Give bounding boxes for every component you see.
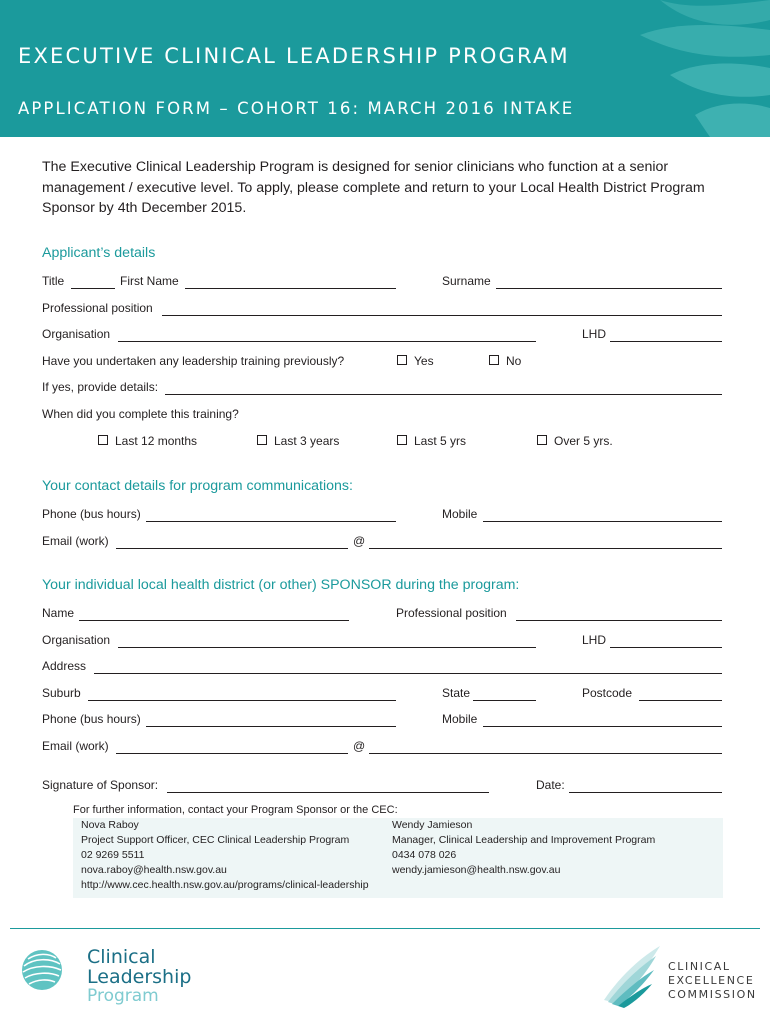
email-label: Email (work) [42, 534, 109, 548]
sponsor-phone-field[interactable] [146, 726, 396, 727]
date-field[interactable] [569, 792, 722, 793]
page-subtitle: APPLICATION FORM – COHORT 16: MARCH 2016 INTAKE [18, 99, 575, 118]
details-field[interactable] [165, 394, 722, 395]
sponsor-address-row [42, 659, 722, 675]
logo-word-clinical: Clinical [87, 946, 156, 968]
email-domain-field[interactable] [369, 548, 722, 549]
applicant-name-row [42, 274, 722, 290]
sponsor-phone-row [42, 712, 722, 728]
applicant-heading: Applicant’s details [42, 245, 156, 261]
contact-left-name: Nova Raboy [81, 819, 139, 831]
contact-phone-row [42, 507, 722, 523]
footer-divider [10, 928, 760, 929]
sponsor-email-user-field[interactable] [116, 753, 348, 754]
details-row [42, 380, 722, 396]
lhd-field[interactable] [610, 341, 722, 342]
contact-info-box [73, 804, 723, 896]
sponsor-suburb-row [42, 686, 722, 702]
sponsor-email-label: Email (work) [42, 739, 109, 753]
last-3-years-checkbox[interactable]: Last 3 years [257, 434, 339, 448]
logo-word-commission: COMMISSION [668, 988, 757, 1001]
logo-word-excellence: EXCELLENCE [668, 974, 755, 987]
postcode-field[interactable] [639, 700, 722, 701]
last-12-months-checkbox[interactable]: Last 12 months [98, 434, 197, 448]
contact-left-url[interactable]: http://www.cec.health.nsw.gov.au/programs/clinical-leadership [81, 879, 369, 891]
mobile-label: Mobile [442, 507, 478, 521]
sponsor-mobile-label: Mobile [442, 712, 478, 726]
page-title: EXECUTIVE CLINICAL LEADERSHIP PROGRAM [18, 44, 570, 68]
sponsor-lhd-field[interactable] [610, 647, 722, 648]
contact-right-phone: 0434 078 026 [392, 849, 457, 861]
sponsor-name-field[interactable] [79, 620, 349, 621]
contact-right-email[interactable]: wendy.jamieson@health.nsw.gov.au [392, 864, 561, 876]
surname-label: Surname [442, 274, 491, 288]
sponsor-at-symbol: @ [353, 739, 366, 753]
sponsor-email-row [42, 739, 722, 755]
globe-icon [20, 948, 64, 992]
sponsor-position-label: Professional position [396, 606, 507, 620]
mobile-field[interactable] [483, 521, 722, 522]
contact-left-role: Project Support Officer, CEC Clinical Leadership Program [81, 834, 350, 846]
phone-label: Phone (bus hours) [42, 507, 141, 521]
header-banner [0, 0, 770, 137]
first-name-field[interactable] [185, 288, 396, 289]
sponsor-name-row [42, 606, 722, 622]
clinical-leadership-program-logo [20, 946, 220, 1008]
clinical-excellence-commission-logo [598, 942, 758, 1012]
when-row [42, 407, 722, 423]
email-user-field[interactable] [116, 548, 348, 549]
postcode-label: Postcode [582, 686, 633, 700]
position-row [42, 301, 722, 317]
surname-field[interactable] [496, 288, 722, 289]
suburb-field[interactable] [88, 700, 396, 701]
no-checkbox[interactable]: No [489, 354, 521, 368]
organisation-label: Organisation [42, 327, 111, 341]
contact-heading: Your contact details for program communications: [42, 478, 353, 494]
sponsor-mobile-field[interactable] [483, 726, 722, 727]
sponsor-name-label: Name [42, 606, 75, 620]
signature-label: Signature of Sponsor: [42, 778, 159, 792]
first-name-label: First Name [120, 274, 179, 288]
leaf-decoration-icon [600, 0, 770, 137]
position-label: Professional position [42, 301, 153, 315]
contact-email-row [42, 534, 722, 550]
suburb-label: Suburb [42, 686, 81, 700]
sponsor-lhd-label: LHD [582, 633, 607, 647]
sponsor-organisation-label: Organisation [42, 633, 111, 647]
yes-checkbox[interactable]: Yes [397, 354, 434, 368]
sponsor-email-domain-field[interactable] [369, 753, 722, 754]
contact-left-email[interactable]: nova.raboy@health.nsw.gov.au [81, 864, 227, 876]
training-question: Have you undertaken any leadership training previously? [42, 354, 345, 368]
contact-right-role: Manager, Clinical Leadership and Improvement Program [392, 834, 656, 846]
sponsor-phone-label: Phone (bus hours) [42, 712, 141, 726]
sponsor-organisation-row [42, 633, 722, 649]
signature-field[interactable] [167, 792, 489, 793]
details-label: If yes, provide details: [42, 380, 159, 394]
signature-row [42, 778, 722, 794]
title-field[interactable] [71, 288, 115, 289]
address-label: Address [42, 659, 87, 673]
lhd-label: LHD [582, 327, 607, 341]
title-label: Title [42, 274, 65, 288]
state-field[interactable] [473, 700, 536, 701]
when-options-row [42, 434, 722, 450]
training-question-row [42, 354, 722, 370]
last-5-yrs-checkbox[interactable]: Last 5 yrs [397, 434, 466, 448]
organisation-field[interactable] [118, 341, 536, 342]
at-symbol: @ [353, 534, 366, 548]
sponsor-organisation-field[interactable] [118, 647, 536, 648]
logo-word-clinical-caps: CLINICAL [668, 960, 731, 973]
intro-paragraph: The Executive Clinical Leadership Program is designed for senior clinicians who function at a senior management / executive level. To apply, please complete and return to your Local Health District Program Sponsor by 4th December 2015. [42, 159, 705, 216]
sponsor-position-field[interactable] [516, 620, 722, 621]
contact-left-phone: 02 9269 5511 [81, 849, 145, 861]
state-label: State [442, 686, 471, 700]
when-label: When did you complete this training? [42, 407, 239, 421]
sponsor-heading: Your individual local health district (or other) SPONSOR during the program: [42, 577, 520, 593]
contact-right-name: Wendy Jamieson [392, 819, 473, 831]
leaf-bird-icon [598, 942, 664, 1008]
address-field[interactable] [94, 673, 722, 674]
over-5-yrs-checkbox[interactable]: Over 5 yrs. [537, 434, 613, 448]
organisation-row [42, 327, 722, 343]
contact-info-intro: For further information, contact your Program Sponsor or the CEC: [73, 804, 398, 816]
logo-word-leadership: Leadership [87, 966, 192, 988]
position-field[interactable] [162, 315, 722, 316]
logo-word-program: Program [87, 986, 159, 1006]
date-label: Date: [536, 778, 565, 792]
phone-field[interactable] [146, 521, 396, 522]
